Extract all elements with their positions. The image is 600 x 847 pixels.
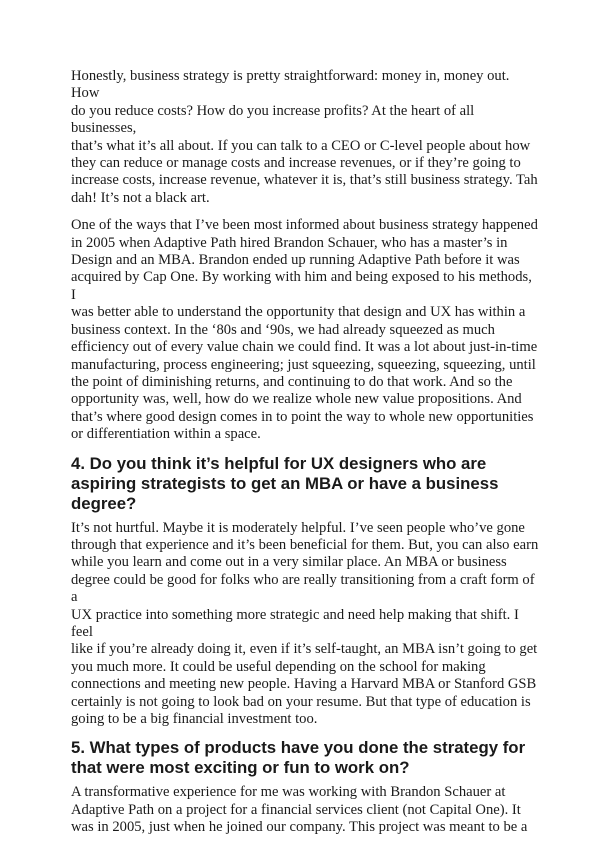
document-page — [71, 68, 539, 847]
heading-question-5: 5. What types of products have you done the strategy for that were most exciting or fun to work on? — [71, 738, 526, 778]
paragraph-adaptive-path: One of the ways that I’ve been most informed about business strategy happened in 2005 when Adaptive Path hired Brandon Schauer, who has a master’s in Design and an MBA. Brandon ended up running Adaptive Path before it was acquired by Cap One. By working with him and being exposed to his methods, I was better able to understand the opportunity that design and UX has within a business context. In the ‘80s and ‘90s, we had already squeezed as much efficiency out of every value chain we could find. It was a lot about just-in-time manufacturing, process engineering; just squeezing, squeezing, squeezing, until the point of diminishing returns, and continuing to do that work. And so the opportunity was, well, how do we realize whole new value propositions. And that’s where good design comes in to point the way to whole new opportunities or differentiation within a space. — [71, 217, 538, 443]
paragraph-transformative-experience: A transformative experience for me was working with Brandon Schauer at Adaptive Path on a project for a financial services client (not Capital One). It was in 2005, just when he joined our company. This project was meant to be a — [71, 784, 528, 836]
paragraph-business-strategy: Honestly, business strategy is pretty straightforward: money in, money out. How do you reduce costs? How do you increase profits? At the heart of all businesses, that’s what it’s all about. If you can talk to a CEO or C-level people about how they can reduce or manage costs and increase revenues, or if they’re going to increase costs, increase revenue, whatever it is, that’s still business strategy. Tah dah! It’s not a black art. — [71, 68, 538, 206]
paragraph-mba-answer: It’s not hurtful. Maybe it is moderately helpful. I’ve seen people who’ve gone through that experience and it’s been beneficial for them. But, you can also earn while you learn and come out in a very similar place. An MBA or business degree could be good for folks who are really transitioning from a craft form of a UX practice into something more strategic and need help making that shift. I feel like if you’re already doing it, even if it’s self-taught, an MBA isn’t going to get you much more. It could be useful depending on the school for making connections and meeting new people. Having a Harvard MBA or Stanford GSB certainly is not going to look bad on your resume. But that type of education is going to be a big financial investment too. — [71, 519, 539, 727]
heading-question-4: 4. Do you think it’s helpful for UX designers who are aspiring strategists to get an MBA or have a business degree? — [71, 453, 499, 513]
